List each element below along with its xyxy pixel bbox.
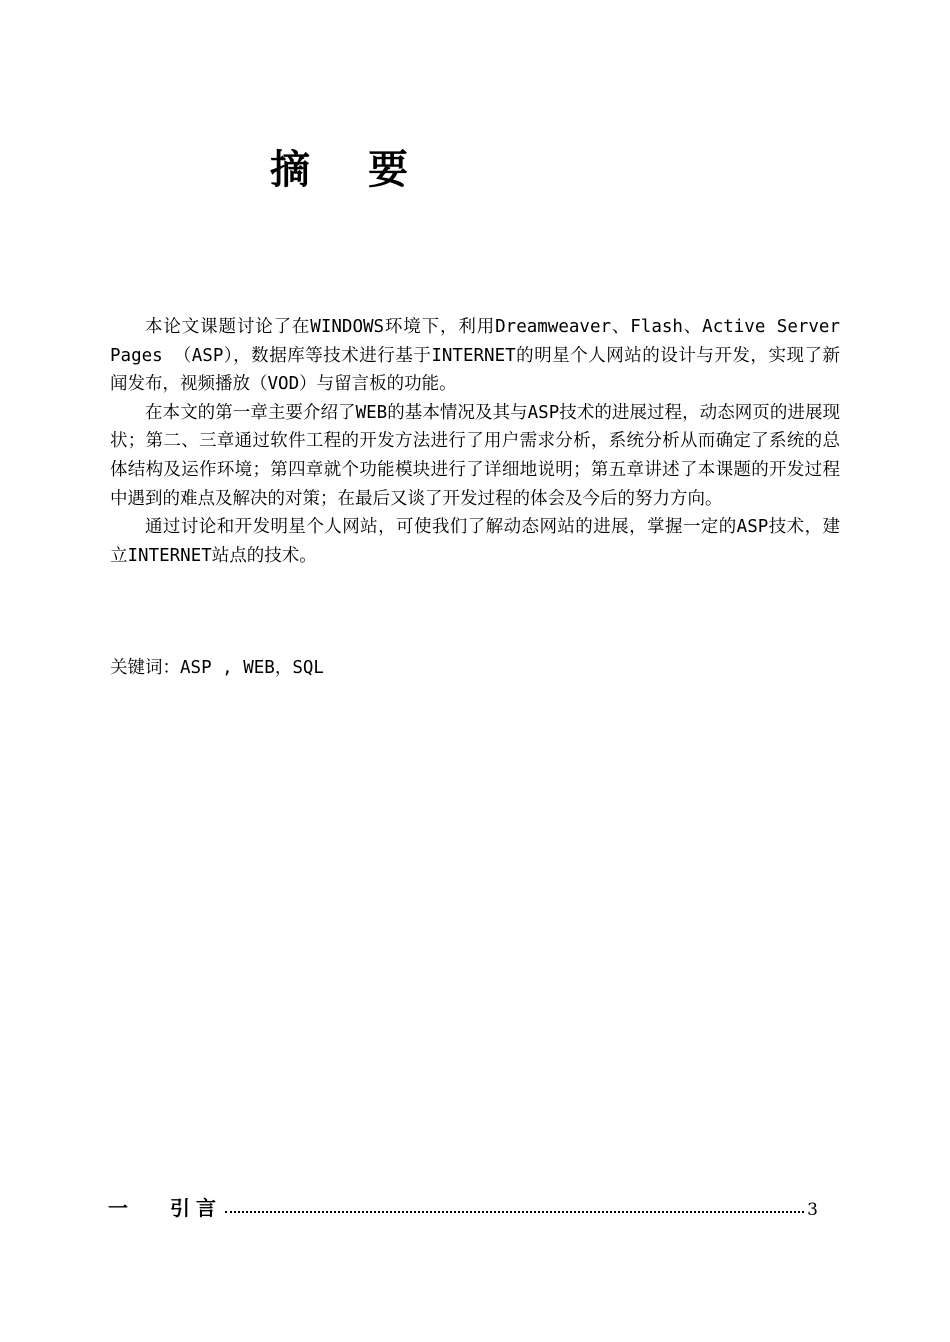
- abstract-title: [270, 142, 408, 198]
- abstract-paragraph: 在本文的第一章主要介绍了WEB的基本情况及其与ASP技术的进展过程，动态网页的进展现状；第二、三章通过软件工程的开发方法进行了用户需求分析，系统分析从而确定了系统的总体结构及运作环境；第四章就个功能模块进行了详细地说明；第五章讲述了本课题的开发过程中遇到的难点及解决的对策；在最后又谈了开发过程的体会及今后的努力方向。: [110, 402, 840, 509]
- abstract-title-part1: 摘: [270, 146, 310, 193]
- toc-entry-page: 3: [807, 1200, 818, 1220]
- keywords-line: 关键词：ASP , WEB，SQL: [110, 658, 324, 678]
- abstract-body: [110, 313, 840, 570]
- abstract-paragraph: 通过讨论和开发明星个人网站，可使我们了解动态网站的进展，掌握一定的ASP技术，建立INTERNET站点的技术。: [110, 517, 840, 566]
- abstract-title-part2: 要: [368, 146, 408, 193]
- toc-entry-number: 一: [108, 1196, 128, 1220]
- toc-dot-leader: [225, 1195, 804, 1213]
- abstract-paragraph: 本论文课题讨论了在WINDOWS环境下，利用Dreamweaver、Flash、Active Server Pages （ASP），数据库等技术进行基于INTERNET的明星个人网站的设计与开发，实现了新闻发布，视频播放（VOD）与留言板的功能。: [110, 317, 840, 395]
- toc-entry-label: 引言: [170, 1196, 222, 1220]
- toc-entry[interactable]: [108, 1192, 818, 1222]
